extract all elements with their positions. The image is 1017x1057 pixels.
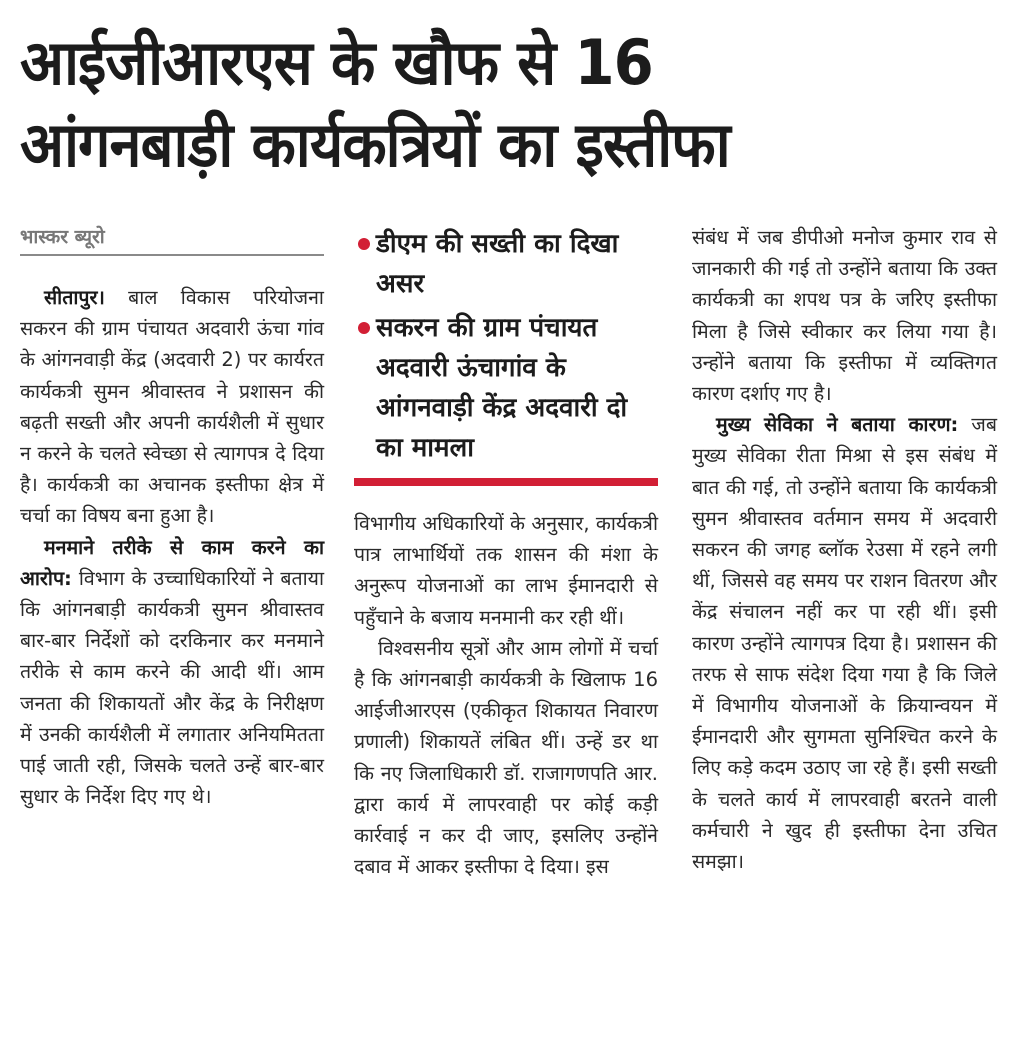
highlight-text: डीएम की सख्ती का दिखा असर: [376, 229, 619, 299]
paragraph-text: बाल विकास परियोजना सकरन की ग्राम पंचायत अदवारी ऊंचा गांव के आंगनवाड़ी केंद्र (अदवारी 2) पर कार्यरत कार्यकत्री सुमन श्रीवास्तव ने प्रशासन की बढ़ती सख्ती और अपनी कार्यशैली में सुधार न करने के चलते स्वेच्छा से त्यागपत्र दे दिया है। कार्यकत्री का अचानक इस्तीफा क्षेत्र में चर्चा का विषय बना हुआ है।: [20, 286, 324, 528]
highlight-item: [354, 308, 658, 468]
highlight-text: सकरन की ग्राम पंचायत अदवारी ऊंचागांव के आंगनवाड़ी केंद्र अदवारी दो का मामला: [376, 313, 628, 463]
red-bullet-icon: [358, 238, 370, 250]
headline-line-1: आईजीआरएस के खौफ से 16: [20, 26, 653, 99]
highlights-box: [354, 222, 658, 486]
highlight-item: [354, 224, 658, 304]
paragraph-intro: [20, 282, 324, 532]
paragraph-officials: विभागीय अधिकारियों के अनुसार, कार्यकत्री पात्र लाभार्थियों तक शासन की मंशा के अनुरूप योजनाओं का लाभ ईमानदारी से पहुँचाने के बजाय मनमानी कर रही थीं।: [354, 512, 658, 629]
headline: [20, 22, 931, 186]
article-column-3: [692, 222, 997, 877]
paragraph-text: विभाग के उच्चाधिकारियों ने बताया कि आंगनबाड़ी कार्यकत्री सुमन श्रीवास्तव बार-बार निर्देशों को दरकिनार कर मनमाने तरीके से काम करने की आदी थीं। आम जनता की शिकायतों और केंद्र के निरीक्षण में उनकी कार्यशैली में लगातार अनियमितता पाई जाती रही, जिसके चलते उन्हें बार-बार सुधार के निर्देश दिए गए थे।: [20, 566, 324, 809]
paragraph-allegation: [20, 532, 324, 813]
article-column-2: [354, 222, 658, 882]
paragraph-text: जब मुख्य सेविका रीता मिश्रा से इस संबंध में बात की गई, तो उन्होंने बताया कि कार्यकत्री सुमन श्रीवास्तव वर्तमान समय में अदवारी सकरन की जगह ब्लॉक रेउसा में रहने लगी थीं, जिससे वह समय पर राशन वितरण और केंद्र संचालन नहीं कर पा रही थीं। इसी कारण उन्होंने त्यागपत्र दिया है। प्रशासन की तरफ से साफ संदेश दिया गया है कि जिले में विभागीय योजनाओं के क्रियान्वयन में ईमानदारी और सुगमता सुनिश्चित करने के लिए कड़े कदम उठाए जा रहे हैं। इसी सख्ती के चलते कार्य में लापरवाही बरतने वाली कर्मचारी ने खुद ही इस्तीफा देना उचित समझा।: [692, 413, 997, 874]
paragraph-dpo: संबंध में जब डीपीओ मनोज कुमार राव से जानकारी की गई तो उन्होंने बताया कि उक्त कार्यकत्री का शपथ पत्र के जरिए इस्तीफा मिला है जिसे स्वीकार कर लिया गया है। उन्होंने बताया कि इस्तीफा में व्यक्तिगत कारण दर्शाए गए है।: [692, 226, 997, 406]
article-column-1: [20, 222, 324, 812]
byline: भास्कर ब्यूरो: [20, 222, 324, 256]
red-divider: [354, 478, 658, 486]
red-bullet-icon: [358, 322, 370, 334]
dateline: सीतापुर।: [44, 286, 105, 309]
subheading: मुख्य सेविका ने बताया कारण:: [716, 413, 959, 437]
headline-line-2: आंगनबाड़ी कार्यकत्रियों का इस्तीफा: [20, 108, 730, 181]
paragraph-igrs: विश्वसनीय सूत्रों और आम लोगों में चर्चा है कि आंगनबाड़ी कार्यकत्री के खिलाफ 16 आईजीआरएस (एकीकृत शिकायत निवारण प्रणाली) शिकायतें लंबित थीं। उन्हें डर था कि नए जिलाधिकारी डॉ. राजागणपति आर. द्वारा कार्य में लापरवाही पर कोई कड़ी कार्रवाई न कर दी जाए, इसलिए उन्होंने दबाव में आकर इस्तीफा दे दिया। इस: [354, 636, 658, 879]
subheading: मनमाने तरीके से काम करने का आरोप:: [20, 535, 324, 590]
paragraph-supervisor: [692, 409, 997, 877]
